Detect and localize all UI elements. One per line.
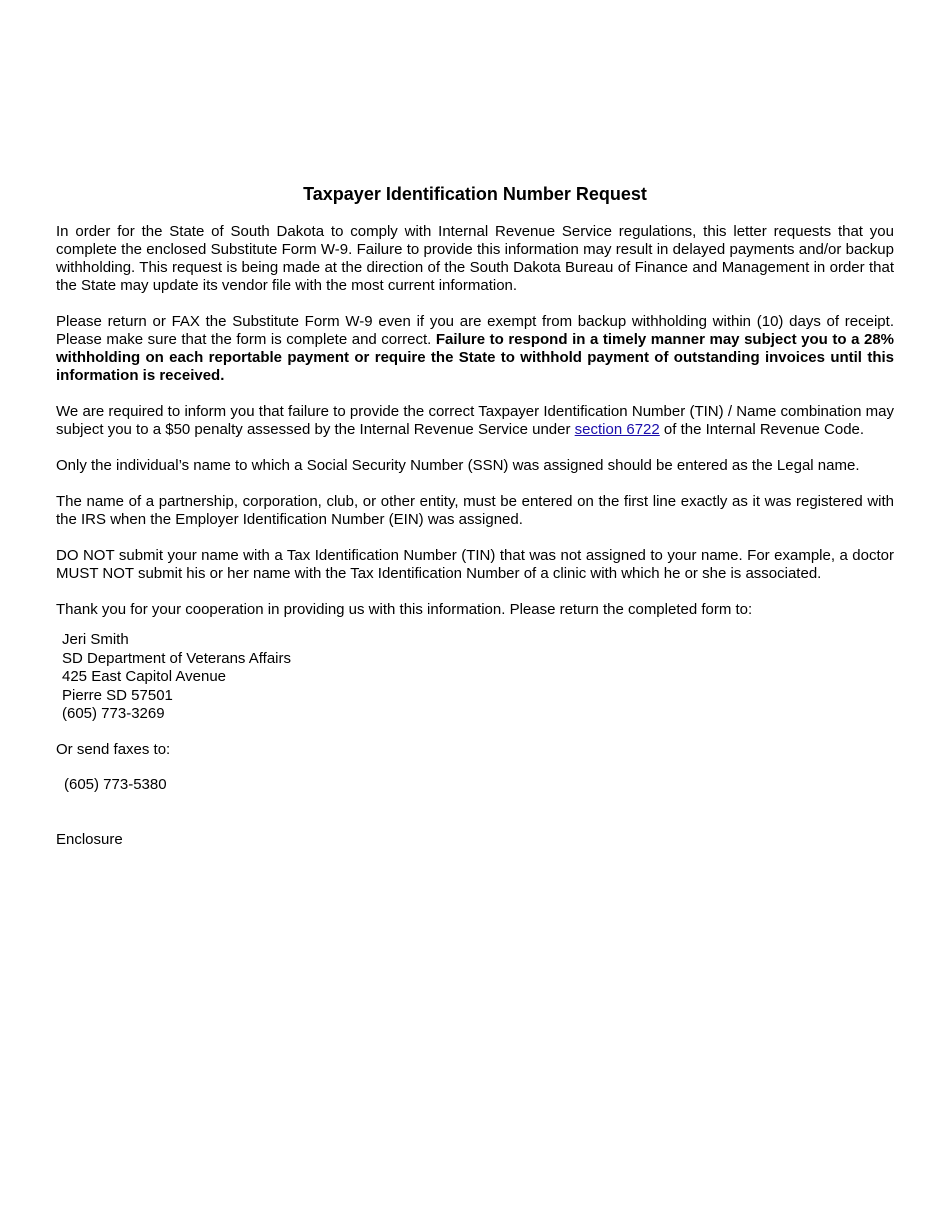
return-address [62,631,894,724]
enclosure-label: Enclosure [56,830,123,848]
entity-name-paragraph: The name of a partnership, corporation, club, or other entity, must be entered on the first line exactly as it was registered with the IRS when the Employer Identification Number (EIN) was assigned. [56,493,894,528]
intro-paragraph: In order for the State of South Dakota to comply with Internal Revenue Service regulations, this letter requests that you complete the enclosed Substitute Form W-9. Failure to provide this information may result in delayed payments and/or backup withholding. This request is being made at the direction of the South Dakota Bureau of Finance and Management in order that the State may update its vendor file with the most current information. [56,223,894,294]
return-instructions-paragraph [56,313,894,385]
return-instructions-text: Please return or FAX the Substitute Form W-9 even if you are exempt from backup withholding within (10) days of receipt. Please make sure that the form is complete and correct. [56,313,894,348]
address-department: SD Department of Veterans Affairs [62,649,292,667]
ssn-paragraph: Only the individual’s name to which a Social Security Number (SSN) was assigned should be entered as the Legal name. [56,457,860,474]
section-6722-link[interactable]: section 6722 [574,421,660,438]
do-not-submit-paragraph: DO NOT submit your name with a Tax Identification Number (TIN) that was not assigned to your name. For example, a doctor MUST NOT submit his or her name with the Tax Identification Number of a clinic with which he or she is associated. [56,547,894,582]
page-title: Taxpayer Identification Number Request [303,184,647,204]
fax-number: (605) 773-5380 [64,775,167,793]
address-phone: (605) 773-3269 [62,705,165,723]
withholding-warning: Failure to respond in a timely manner may subject you to a 28% withholding on each reportable payment or require the State to withhold payment of outstanding invoices until this information is received. [56,331,894,384]
letter [56,183,894,849]
penalty-text-after: of the Internal Revenue Code. [663,421,865,438]
thank-you-paragraph: Thank you for your cooperation in providing us with this information. Please return the completed form to: [56,601,753,618]
address-city: Pierre SD 57501 [62,686,173,704]
penalty-paragraph [56,403,894,439]
fax-label: Or send faxes to: [56,740,171,758]
address-street: 425 East Capitol Avenue [62,668,227,686]
penalty-text-before: We are required to inform you that failure to provide the correct Taxpayer Identification Number (TIN) / Name combination may subject you to a $50 penalty assessed by the Internal Revenue Service under [56,403,894,438]
address-name: Jeri Smith [62,631,129,648]
